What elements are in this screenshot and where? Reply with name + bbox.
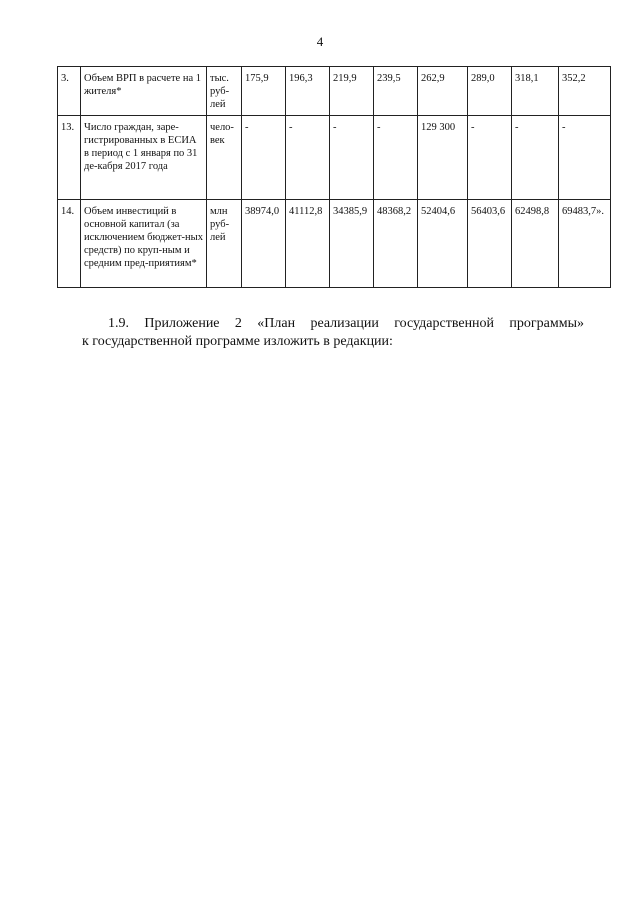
value-cell: 219,9	[330, 67, 374, 116]
value-cell: -	[286, 116, 330, 200]
row-number-cell: 14.	[58, 200, 81, 288]
value-cell: 69483,7».	[559, 200, 611, 288]
value-cell: 52404,6	[418, 200, 468, 288]
value-cell: 62498,8	[512, 200, 559, 288]
row-number-cell: 3.	[58, 67, 81, 116]
row-number-cell: 13.	[58, 116, 81, 200]
value-cell: -	[374, 116, 418, 200]
value-cell: -	[242, 116, 286, 200]
value-cell: -	[468, 116, 512, 200]
table-row	[58, 116, 611, 200]
value-cell: 129 300	[418, 116, 468, 200]
value-cell: 318,1	[512, 67, 559, 116]
value-cell: 38974,0	[242, 200, 286, 288]
value-cell: 239,5	[374, 67, 418, 116]
paragraph-line-2: к государственной программе изложить в редакции:	[82, 334, 393, 349]
value-cell: 48368,2	[374, 200, 418, 288]
value-cell: 352,2	[559, 67, 611, 116]
table-row	[58, 67, 611, 116]
unit-cell: млн руб-лей	[207, 200, 242, 288]
value-cell: 196,3	[286, 67, 330, 116]
value-cell: 262,9	[418, 67, 468, 116]
table-row	[58, 200, 611, 288]
indicators-table	[57, 66, 611, 288]
value-cell: 41112,8	[286, 200, 330, 288]
page-number: 4	[316, 34, 324, 49]
unit-cell: тыс. руб-лей	[207, 67, 242, 116]
value-cell: 56403,6	[468, 200, 512, 288]
value-cell: -	[559, 116, 611, 200]
value-cell: 289,0	[468, 67, 512, 116]
indicator-name-cell: Объем инвестиций в основной капитал (за исключением бюджет-ных средств) по круп-ным и средним пред-приятиям*	[81, 200, 207, 288]
value-cell: 34385,9	[330, 200, 374, 288]
value-cell: -	[330, 116, 374, 200]
value-cell: 175,9	[242, 67, 286, 116]
value-cell: -	[512, 116, 559, 200]
indicator-name-cell: Число граждан, заре-гистрированных в ЕСИА в период с 1 января по 31 де-кабря 2017 года	[81, 116, 207, 200]
paragraph-line-1: 1.9. Приложение 2 «План реализации государственной программы»	[108, 316, 584, 331]
indicator-name-cell: Объем ВРП в расчете на 1 жителя*	[81, 67, 207, 116]
unit-cell: чело-век	[207, 116, 242, 200]
